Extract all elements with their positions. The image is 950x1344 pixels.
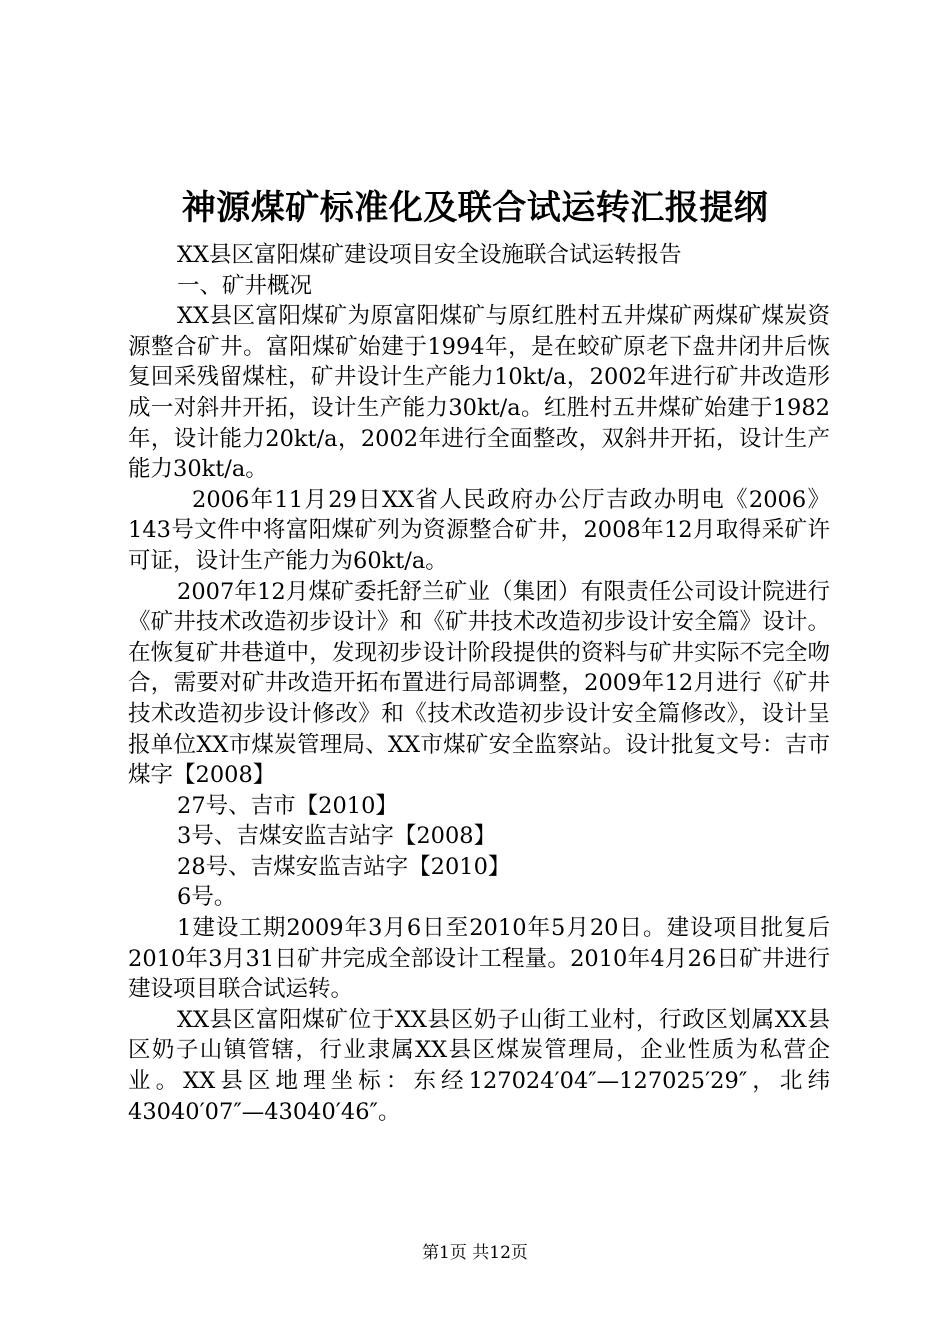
- paragraph: 1建设工期2009年3月6日至2010年5月20日。建设项目批复后2010年3月31日矿井完成全部设计工程量。2010年4月26日矿井进行建设项目联合试运转。: [128, 915, 830, 1003]
- paragraph: 2007年12月煤矿委托舒兰矿业（集团）有限责任公司设计院进行《矿井技术改造初步设计》和《矿井技术改造初步设计安全篇》设计。在恢复矿井巷道中，发现初步设计阶段提供的资料与矿井实际不完全吻合，需要对矿井改造开拓布置进行局部调整，2009年12月进行《矿井技术改造初步设计修改》和《技术改造初步设计安全篇修改》，设计呈报单位XX市煤炭管理局、XX市煤矿安全监察站。设计批复文号：吉市煤字【2008】: [128, 578, 830, 789]
- document-title: 神源煤矿标准化及联合试运转汇报提纲: [181, 188, 769, 228]
- section-heading: 一、矿井概况: [177, 272, 313, 299]
- paragraph: 28号、吉煤安监吉站字【2010】: [177, 853, 511, 880]
- paragraph: 27号、吉市【2010】: [177, 792, 398, 819]
- paragraph: XX县区富阳煤矿为原富阳煤矿与原红胜村五井煤矿两煤矿煤炭资源整合矿井。富阳煤矿始建于1994年，是在蛟矿原老下盘井闭井后恢复回采残留煤柱，矿井设计生产能力10kt/a，2002年进行矿井改造形成一对斜井开拓，设计生产能力30kt/a。红胜村五井煤矿始建于1982年，设计能力20kt/a，2002年进行全面整改，双斜井开拓，设计生产能力30kt/a。: [128, 303, 830, 483]
- report-subtitle: XX县区富阳煤矿建设项目安全设施联合试运转报告: [177, 242, 682, 268]
- paragraph: XX县区富阳煤矿位于XX县区奶子山街工业村，行政区划属XX县区奶子山镇管辖，行业隶属XX县区煤炭管理局，企业性质为私营企业。XX县区地理坐标：东经127024′04″—127025′29″，北纬43040′07″—43040′46″。: [128, 1006, 830, 1125]
- paragraph: 2006年11月29日XX省人民政府办公厅吉政办明电《2006》143号文件中将富阳煤矿列为资源整合矿井，2008年12月取得采矿许可证，设计生产能力为60kt/a。: [128, 486, 830, 574]
- paragraph: 3号、吉煤安监吉站字【2008】: [177, 823, 497, 850]
- page-number-footer: 第1页 共12页: [422, 1243, 528, 1263]
- document-body: [128, 240, 830, 1127]
- paragraph: 6号。: [177, 884, 237, 911]
